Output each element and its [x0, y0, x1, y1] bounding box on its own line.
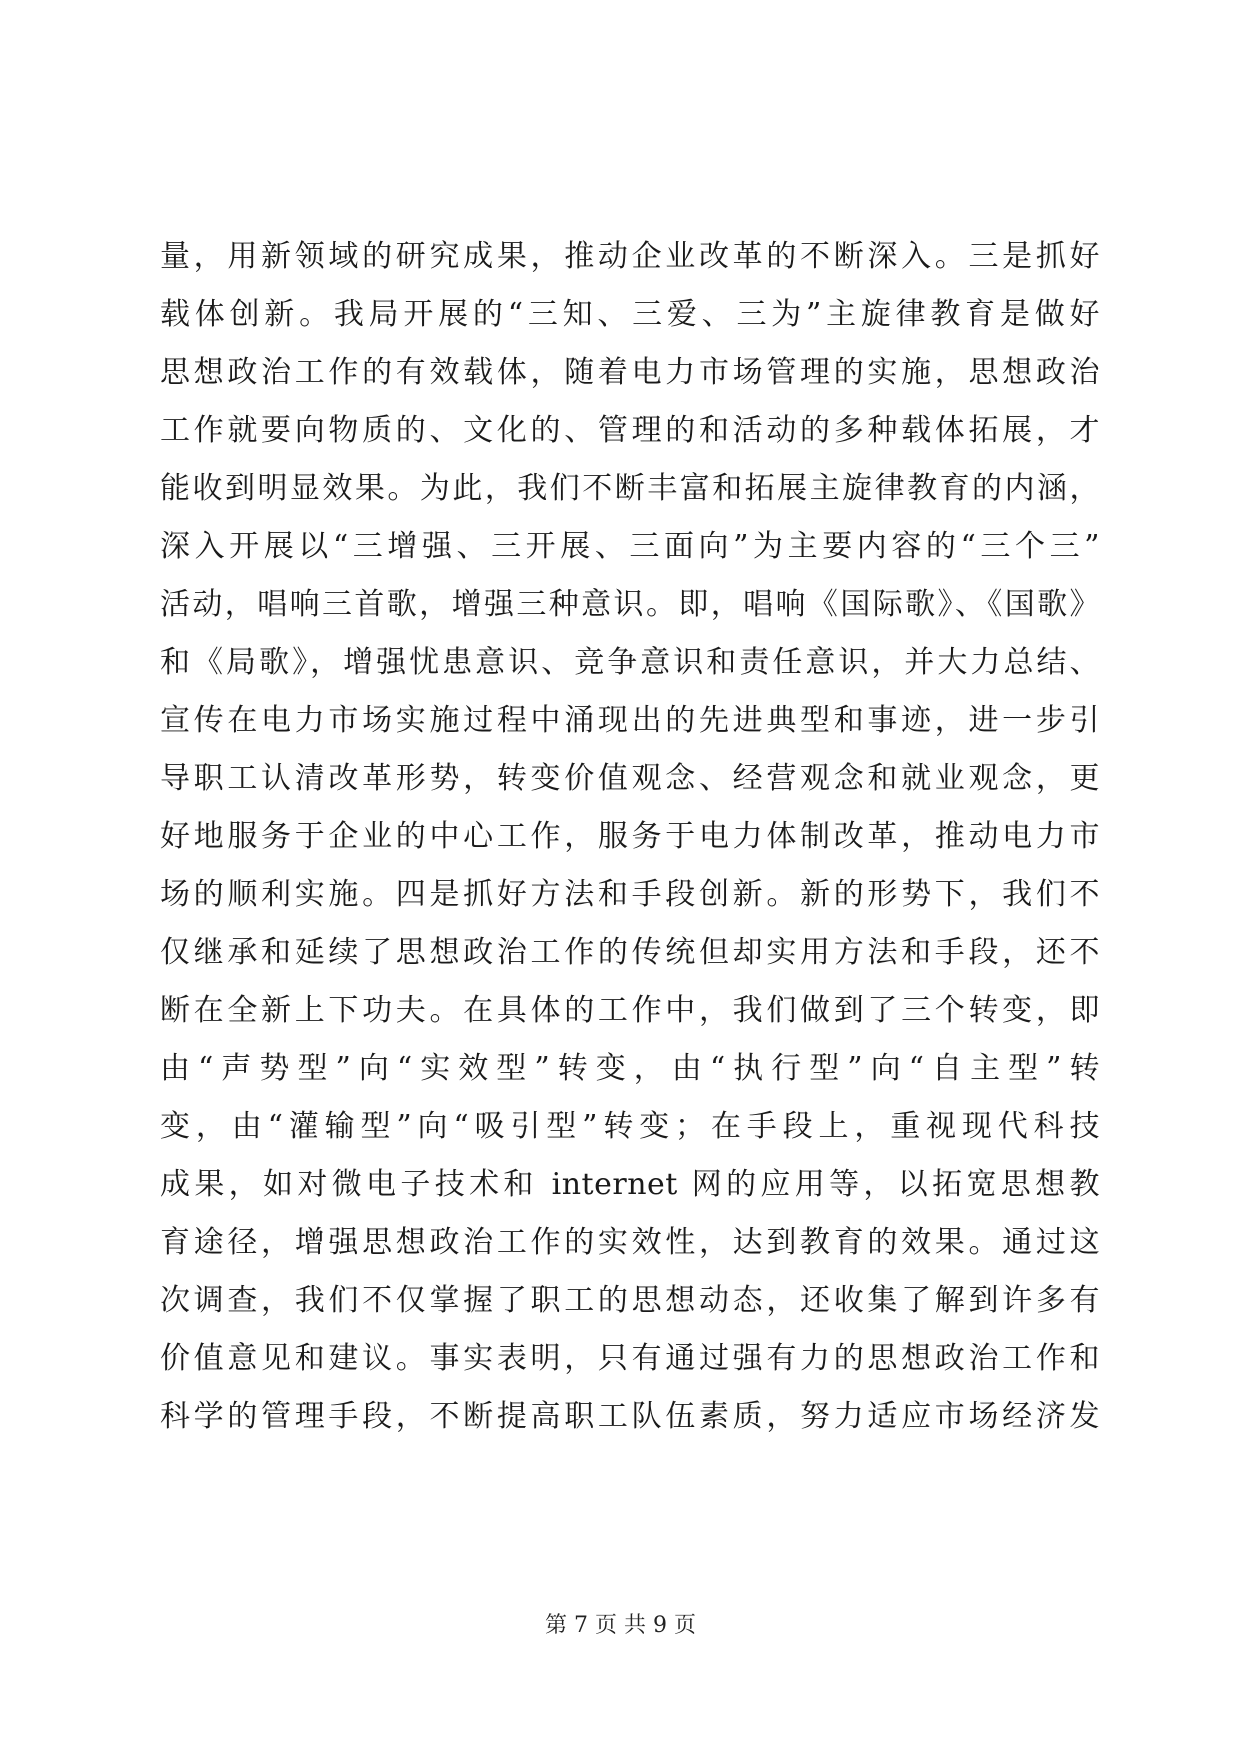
text-line: 能收到明显效果。为此，我们不断丰富和拓展主旋律教育的内涵，: [160, 471, 1100, 506]
text-line: 好地服务于企业的中心工作，服务于电力体制改革，推动电力市: [160, 819, 1100, 854]
text-line: 导职工认清改革形势，转变价值观念、经营观念和就业观念，更: [160, 761, 1100, 796]
text-line: 宣传在电力市场实施过程中涌现出的先进典型和事迹，进一步引: [160, 703, 1100, 738]
text-line: 活动，唱响三首歌，增强三种意识。即，唱响《国际歌》、《国歌》: [160, 587, 1100, 622]
text-line: 育途径，增强思想政治工作的实效性，达到教育的效果。通过这: [160, 1225, 1100, 1260]
text-line: 和《局歌》，增强忧患意识、竞争意识和责任意识，并大力总结、: [160, 645, 1100, 680]
text-line: 成果，如对微电子技术和 internet 网的应用等，以拓宽思想教: [160, 1167, 1100, 1202]
text-line: 次调查，我们不仅掌握了职工的思想动态，还收集了解到许多有: [160, 1283, 1100, 1318]
text-line: 思想政治工作的有效载体，随着电力市场管理的实施，思想政治: [160, 355, 1100, 390]
text-line: 场的顺利实施。四是抓好方法和手段创新。新的形势下，我们不: [160, 877, 1100, 912]
text-line: 仅继承和延续了思想政治工作的传统但却实用方法和手段，还不: [160, 935, 1100, 970]
text-line: 价值意见和建议。事实表明，只有通过强有力的思想政治工作和: [160, 1341, 1100, 1376]
text-line: 量，用新领域的研究成果，推动企业改革的不断深入。三是抓好: [160, 239, 1100, 274]
text-line: 深入开展以“三增强、三开展、三面向”为主要内容的“三个三”: [160, 529, 1100, 564]
page-number-footer: 第 7 页 共 9 页: [545, 1613, 696, 1638]
text-line: 变，由“灌输型”向“吸引型”转变；在手段上，重视现代科技: [160, 1109, 1100, 1144]
text-line: 由“声势型”向“实效型”转变，由“执行型”向“自主型”转: [160, 1051, 1100, 1086]
body-text: [160, 228, 1100, 1446]
text-line: 科学的管理手段，不断提高职工队伍素质，努力适应市场经济发: [160, 1399, 1100, 1434]
text-line: 载体创新。我局开展的“三知、三爱、三为”主旋律教育是做好: [160, 297, 1100, 332]
text-line: 断在全新上下功夫。在具体的工作中，我们做到了三个转变，即: [160, 993, 1100, 1028]
text-line: 工作就要向物质的、文化的、管理的和活动的多种载体拓展，才: [160, 413, 1100, 448]
